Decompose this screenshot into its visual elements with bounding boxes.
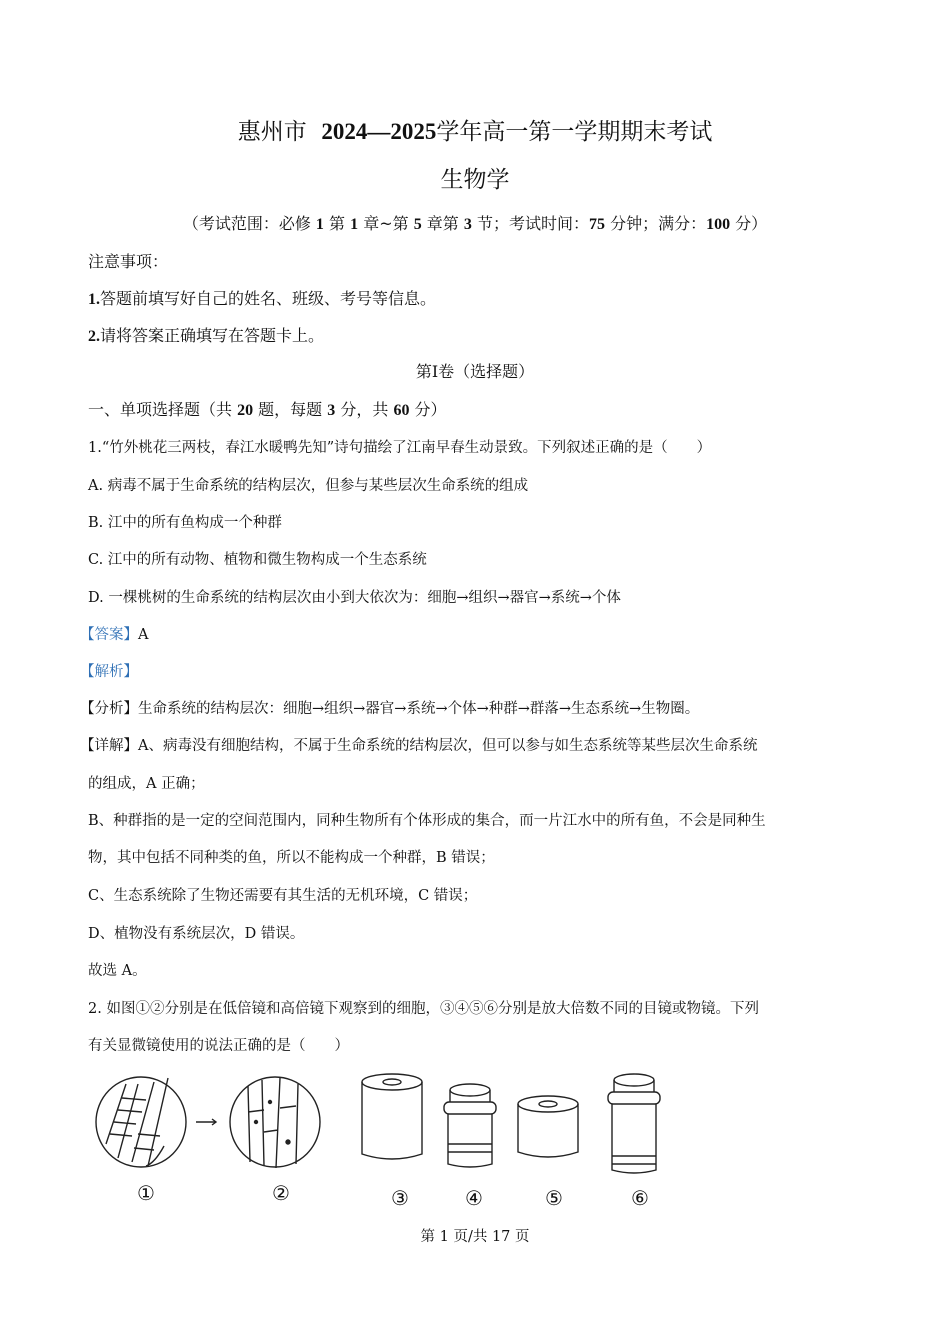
low-power-cell-view — [96, 1077, 186, 1167]
note-number: 1. — [88, 291, 100, 308]
detail-text: A、病毒没有细胞结构，不属于生命系统的结构层次，但可以参与如生态系统等某些层次生命系统 — [138, 738, 758, 754]
figure-label: ⑤ — [545, 1186, 563, 1210]
scope-num: 3 — [463, 216, 472, 233]
part-num: 3 — [327, 402, 336, 419]
scope-text: 章第 — [421, 214, 464, 233]
scope-text: 分钟；满分： — [604, 214, 707, 233]
arrow-icon — [196, 1119, 216, 1125]
detail-line: C、生态系统除了生物还需要有其生活的无机环境，C 错误； — [88, 888, 478, 904]
fenxi-text: 生命系统的结构层次：细胞→组织→器官→系统→个体→种群→群落→生态系统→生物圈。 — [138, 701, 700, 717]
objective-4 — [444, 1084, 496, 1167]
part-num: 60 — [393, 402, 410, 419]
detail-line: 物，其中包括不同种类的鱼，所以不能构成一个种群，B 错误； — [88, 850, 495, 866]
scope-text: （考试范围：必修 — [182, 214, 316, 233]
figure-label: ③ — [391, 1186, 409, 1210]
scope-num: 100 — [706, 216, 731, 233]
conclusion-line: 故选 A。 — [88, 963, 147, 979]
detail-line — [80, 736, 757, 756]
part-text: 题，每题 — [253, 400, 328, 419]
title-rest: 学年高一第一学期期末考试 — [436, 119, 713, 145]
figure-label: ② — [272, 1181, 290, 1205]
note-item — [88, 289, 436, 310]
subject-title: 生物学 — [440, 167, 510, 193]
figure-label: ① — [137, 1181, 155, 1205]
page-footer: 第 1 页/共 17 页 — [420, 1229, 530, 1245]
detail-line: 的组成，A 正确； — [88, 776, 205, 792]
scope-num: 5 — [413, 216, 422, 233]
exam-title — [0, 117, 950, 147]
high-power-cell-view — [230, 1077, 320, 1168]
question-1-option-a: A. 病毒不属于生命系统的结构层次，但参与某些层次生命系统的组成 — [88, 478, 529, 494]
figure-label: ⑥ — [631, 1186, 649, 1210]
microscope-figure — [88, 1072, 678, 1222]
part-num: 20 — [237, 402, 254, 419]
detail-line: D、植物没有系统层次，D 错误。 — [88, 926, 305, 942]
objective-6 — [608, 1074, 660, 1173]
note-text: 请将答案正确填写在答题卡上。 — [100, 326, 325, 345]
note-number: 2. — [88, 328, 100, 345]
fenxi-label: 【分析】 — [80, 701, 138, 717]
question-1-option-b: B. 江中的所有鱼构成一个种群 — [88, 515, 282, 531]
scope-text: 节；考试时间： — [471, 214, 589, 233]
scope-num: 1 — [350, 216, 359, 233]
fenxi-line — [80, 699, 699, 719]
part-text: 分） — [409, 400, 447, 419]
part-text: 分，共 — [335, 400, 394, 419]
question-1-option-c: C. 江中的所有动物、植物和微生物构成一个生态系统 — [88, 552, 427, 568]
scope-num: 75 — [588, 216, 605, 233]
question-1-option-d: D. 一棵桃树的生命系统的结构层次由小到大依次为：细胞→组织→器官→系统→个体 — [88, 590, 621, 606]
part-heading — [88, 400, 447, 421]
notes-heading: 注意事项： — [88, 252, 169, 271]
question-1-stem: 1.“竹外桃花三两枝，春江水暖鸭先知”诗句描绘了江南早春生动景致。下列叙述正确的是（ ） — [88, 440, 712, 456]
title-city: 惠州市 — [237, 119, 307, 145]
title-years: 2024—2025 — [321, 119, 437, 144]
scope-text: 章~第 — [358, 214, 414, 233]
scope-text: 第 — [323, 214, 351, 233]
scope-text: 分） — [730, 214, 768, 233]
question-2-stem-cont: 有关显微镜使用的说法正确的是（ ） — [88, 1038, 349, 1054]
scope-num: 1 — [315, 216, 324, 233]
eyepiece-3 — [362, 1074, 422, 1159]
note-text: 答题前填写好自己的姓名、班级、考号等信息。 — [100, 289, 437, 308]
answer-label: 【答案】 — [80, 627, 138, 643]
answer-value: A — [138, 627, 149, 643]
answer-line — [80, 625, 148, 645]
question-2-stem: 2. 如图①②分别是在低倍镜和高倍镜下观察到的细胞，③④⑤⑥分别是放大倍数不同的目镜或物镜。下列 — [88, 1001, 759, 1017]
exam-scope — [0, 214, 950, 235]
detail-label: 【详解】 — [80, 738, 138, 754]
figure-label: ④ — [465, 1186, 483, 1210]
detail-line: B、种群指的是一定的空间范围内，同种生物所有个体形成的集合，而一片江水中的所有鱼，不会是同种生 — [88, 813, 766, 829]
analysis-label: 【解析】 — [80, 664, 138, 680]
note-item — [88, 326, 324, 347]
part-text: 一、单项选择题（共 — [88, 400, 238, 419]
volume-heading: 第Ⅰ卷（选择题） — [415, 362, 535, 381]
eyepiece-5 — [518, 1096, 578, 1157]
